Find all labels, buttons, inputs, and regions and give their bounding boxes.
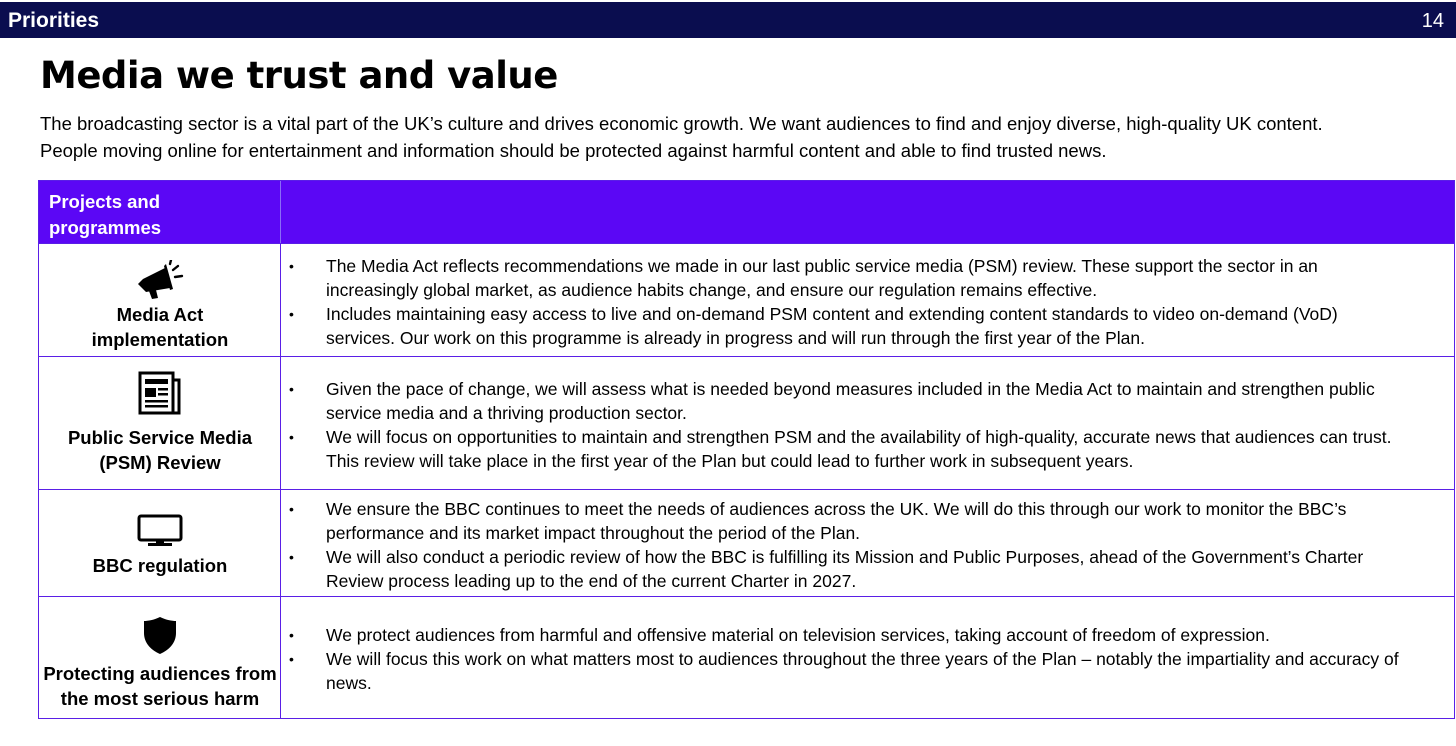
row-label-cell	[39, 597, 281, 718]
bullet-item	[289, 497, 1409, 545]
bullet-text: Given the pace of change, we will assess what is needed beyond measures included in the Media Act to maintain and strengthen public service media and a thriving production sector.	[326, 379, 1375, 423]
bullet-text: The Media Act reflects recommendations we made in our last public service media (PSM) review. These support the sector in an increasingly global market, as audience habits change, and ensure our regulation remains effective.	[326, 256, 1318, 300]
bullet-item	[289, 545, 1409, 593]
row-name-line: (PSM) Review	[99, 452, 221, 473]
bullet-dot: •	[289, 501, 294, 517]
row-name-line: BBC regulation	[92, 555, 228, 576]
bullet-dot: •	[289, 627, 294, 643]
row-name	[39, 425, 281, 475]
page-number: 14	[1421, 10, 1444, 32]
section-header-bar	[0, 2, 1456, 38]
bullet-dot: •	[289, 306, 294, 322]
intro-line: People moving online for entertainment and information should be protected against harmful content and able to find trusted news.	[40, 140, 1107, 161]
table-row	[39, 243, 1454, 356]
row-label-cell	[39, 244, 281, 356]
bullet-dot: •	[289, 549, 294, 565]
row-name-line: the most serious harm	[60, 688, 260, 709]
header-label-line: programmes	[49, 217, 162, 238]
row-name-line: Media Act	[116, 304, 204, 325]
row-name	[39, 661, 281, 711]
megaphone-icon	[135, 260, 185, 305]
monitor-icon	[137, 514, 183, 553]
bullet-dot: •	[289, 381, 294, 397]
table-row	[39, 489, 1454, 596]
table-row	[39, 596, 1454, 718]
row-name-line: Public Service Media	[67, 427, 253, 448]
row-label-cell	[39, 490, 281, 596]
projects-table	[38, 180, 1455, 719]
header-divider	[280, 181, 281, 243]
bullet-dot: •	[289, 429, 294, 445]
shield-icon	[141, 615, 179, 660]
row-label-cell	[39, 357, 281, 489]
section-label: Priorities	[8, 9, 100, 32]
table-row	[39, 356, 1454, 489]
row-name-line: Protecting audiences from	[43, 663, 277, 684]
bullet-item	[289, 302, 1409, 350]
table-header	[39, 181, 1454, 243]
bullet-item	[289, 425, 1409, 473]
bullet-text: We will focus on opportunities to maintain and strengthen PSM and the availability of high-quality, accurate news that audiences can trust. This review will take place in the first year of the Plan but could lead to further work in subsequent years.	[326, 427, 1392, 471]
row-name	[39, 553, 281, 578]
page-title: Media we trust and value	[40, 54, 558, 97]
bullet-dot: •	[289, 651, 294, 667]
bullet-dot: •	[289, 258, 294, 274]
newspaper-icon	[138, 371, 182, 420]
bullet-item	[289, 254, 1409, 302]
header-label-line: Projects and	[49, 191, 161, 212]
bullet-text: Includes maintaining easy access to live and on-demand PSM content and extending content standards to video on-demand (VoD) services. Our work on this programme is already in progress and will run through the first year of the Plan.	[326, 304, 1338, 348]
bullet-item	[289, 377, 1409, 425]
bullet-text: We ensure the BBC continues to meet the needs of audiences across the UK. We will do this through our work to monitor the BBC’s performance and its market impact throughout the period of the Plan.	[326, 499, 1347, 543]
bullet-text: We will also conduct a periodic review of how the BBC is fulfilling its Mission and Public Purposes, ahead of the Government’s Charter Review process leading up to the end of the current Charter in 2027.	[326, 547, 1364, 591]
bullet-item	[289, 623, 1409, 647]
bullet-text: We will focus this work on what matters most to audiences throughout the three years of the Plan – notably the impartiality and accuracy of news.	[326, 649, 1399, 693]
bullet-item	[289, 647, 1409, 695]
intro-line: The broadcasting sector is a vital part of the UK’s culture and drives economic growth. We want audiences to find and enjoy diverse, high-quality UK content.	[40, 113, 1323, 134]
row-name-line: implementation	[91, 329, 229, 350]
row-name	[39, 302, 281, 352]
intro-paragraph	[40, 110, 1440, 164]
table-header-label	[49, 189, 269, 241]
bullet-text: We protect audiences from harmful and offensive material on television services, taking account of freedom of expression.	[326, 625, 1270, 645]
